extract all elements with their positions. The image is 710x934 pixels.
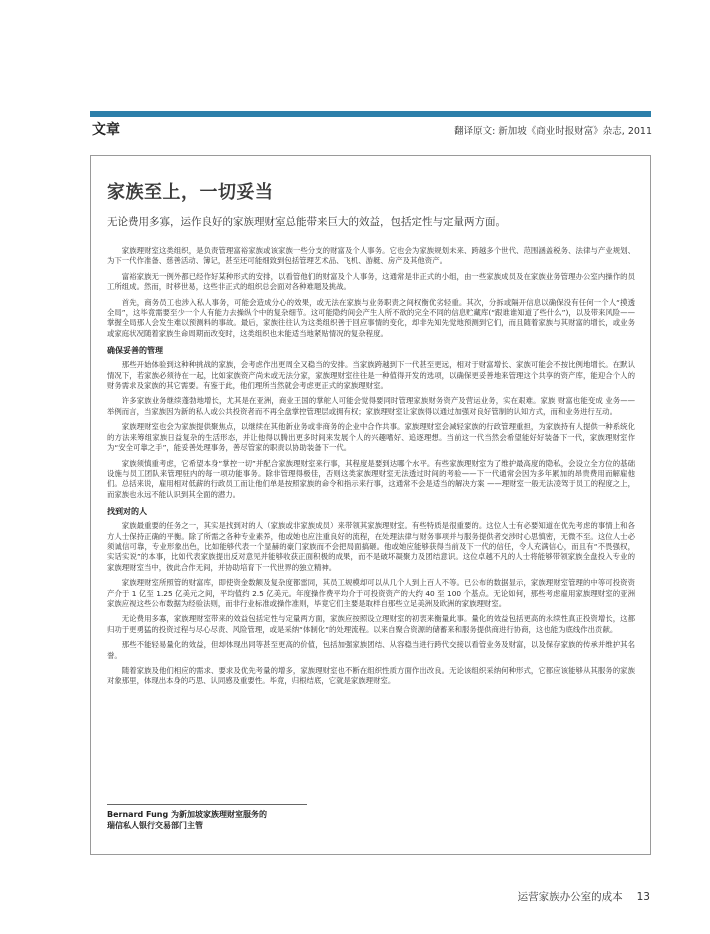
footer-caption: 运营家族办公室的成本	[517, 891, 623, 903]
governance-paragraph-2: 许多家族业务继续蓬勃地增长，尤其是在亚洲，商业王国的掌舵人可能会觉得要同时管理家族财务资产及营运业务，实在艰难。家族 财富也能变成 业务——举例而言，当家族因为新的私人或公共投资者而不再全盘掌控管理层或拥有权；家族理财室让家族得以通过加强对良好管制的认知方式，而和业务进行互动。	[107, 396, 635, 416]
article-subtitle: 无论费用多寡，运作良好的家族理财室总能带来巨大的效益，包括定性与定量两方面。	[107, 216, 506, 228]
intro-paragraph-1: 家族理财室这类组织，是负责管理富裕家族或该家族一些分支的财富及个人事务。它也会为家族规划未来、跨越多个世代、范围涵盖税务、法律与产业规划、为下一代作准备、慈善活动、簿记，甚至还可能细致到包括管理艺术品、飞机、游艇、房产及其他资产。	[107, 246, 635, 266]
governance-paragraph-3: 家族理财室也会为家族提供聚焦点，以继续在其他新业务或非商务的企业中合作共事。家族理财室会减轻家族的行政管理重担，为家族持有人提供一种系统化的方法来筹组家族日益复杂的生活形态，并让他得以腾出更多时间来发展个人的兴趣嗜好、追逐理想。当前这一代当然会希望能好好装备下一代，家族理财室作为“安全可靠之手”，能妥善处理事务，善尽管家的职责以协助装备下一代。	[107, 422, 635, 453]
author-line-1: Bernard Fung 为新加坡家族理财室服务的	[107, 810, 267, 819]
section-heading-right-people: 找到对的人	[107, 507, 147, 517]
intro-paragraph-2: 富裕家族无一例外都已经作好某种形式的安排，以看管他们的财富及个人事务，这通常是非正式的小组，由一些家族成员及在家族业务管理办公室内操作的员工所组成。然而，时移世易，这些非正式的组织总会面对各种难题及挑战。	[107, 271, 635, 292]
intro-paragraph-3: 首先，商务员工也涉入私人事务，可能会造成分心的效果，或无法在家族与业务职责之间权衡优劣轻重。其次，分拆或隔开信息以确保没有任何一个人“摸透全局”，这毕竟需要至少一个人有能力去操纵个中的复杂细节。这可能隐约间会产生人所不欲的完全不同的信息贮藏库(“跟谁谁知道了些什么”)，以及带来风险——掌握全局那人会发生难以预测料的事故。最后，家族往往认为这类组织善于回应事情的变化，却非先知先觉地预测到它们，而且随着家族与其财富的增长，或业务或家庭状况随着家族生命周期而改变时，这类组织也未能适当地紧贴情况的复杂程度。	[107, 297, 635, 338]
article-title: 家族至上，一切妥当	[107, 182, 274, 203]
author-bio	[107, 804, 307, 831]
source-note: 翻译原文: 新加坡《商业时报财富》杂志, 2011	[454, 126, 652, 137]
people-paragraph-1: 家族最重要的任务之一，其实是找到对的人（家族或非家族成员）来带领其家族理财室。有些特质是很重要的。这位人士有必要知道在优先考虑的事情上和各方人士保持正确的平衡。除了所需之各种专业素养，他或她也应注重良好的流程，在处理法律与财务事项并与服务提供者交涉时心思慎密，无微不至。这位人士必须诚信可靠，专业形象出色，比如能够代表一个显赫的豪门家族而不会把局面搞砸。他或她应能够获得当前及下一代的信任，令人充满信心，而且有“不畏强权，实话实说”的本事，比如代表家族提出反对意见并能够收获正面积极的成果，而不是破坏凝聚力及团结意识。这位卓越不凡的人士将能够带领家族全盘投入专业的家族理财室当中，彼此合作无间，并协助培育下一代世界的独立精神。	[107, 521, 635, 572]
people-paragraph-5: 随着家族及他们相应的需求、要求及优先考量的增多，家族理财室也不断在组织性质方面作出改良。无论该组织采纳何种形式，它都应该能够从其服务的家族对象那里，体现出本身的巧思、认同感及重要性。毕竟，归根结底，它就是家族理财室。	[107, 666, 635, 686]
governance-paragraph-1: 那些开始体验到这种种挑战的家族，会考虑作出更周全又稳当的安排。当家族跨越到下一代甚至更远，相对于财富增长、家族可能会不按比例地增长。在默认情况下，若家族必须待在一起，比如家族资产尚未或无法分家，家族理财室往往是一种值得开发的选项，以确保更妥善地来管理这个共享的资产库，能迎合个人的财务需求及家族的其它需要。有鉴于此，他们理所当然就会考虑更正式的家族理财室。	[107, 360, 635, 391]
people-paragraph-2: 家族理财室所照管的财富库，即使资金数额及复杂度都雷同，其员工规模却可以从几个人到上百人不等。已公布的数据显示，家族理财室管理的中等可投资资产介于 1 亿至 1.25 亿美元之间，平均值约 2.5 亿美元。年度操作费平均介于可投资资产的大约 40 至 100 个基点。无论如何，那些考虑雇用家族理财室的亚洲家族应视这些公布数据为经验法则，而非行业标准或操作准则，毕竟它们主要是取样自那些立足美洲及欧洲的家族理财室。	[107, 578, 635, 608]
section-heading-governance: 确保妥善的管理	[107, 346, 163, 356]
people-paragraph-3: 无论费用多寡，家族理财室带来的效益包括定性与定量两方面，家族应按照设立理财室的初衷来衡量此事。量化的效益包括更高的永续性真正投资增长，这都归功于更勇猛的投资过程与尽心尽责、风险管理，或是采纳“体制化”的处理流程。以来自聚合资源的储蓄来和服务提供商进行协商，这也能为底线作出贡献。	[107, 614, 635, 634]
header-accent-bar	[90, 111, 651, 117]
people-paragraph-4: 那些不能轻易量化的效益，但却体现出同等甚至更高的价值，包括加强家族团结、从容稳当进行跨代交接以看管业务及财富，以及保存家族的传承并维护其名誉。	[107, 640, 635, 660]
page-number: 13	[636, 891, 650, 903]
author-line-2: 瑞信私人银行交易部门主管	[107, 821, 203, 830]
governance-paragraph-4: 家族须慎重考虑，它希望本身“掌控一切”并配合家族理财室来行事，其程度是要到达哪个水平。有些家族理财室为了维护最高度的隐私，会设立全方位的基础设施与员工团队来管理驻内的每一项功能事务。除非管理得极佳，否则这类家族理财室无法透过时间的考验——下一代通常会因为多年累加的昂贵费用而解雇他们。总括来说，雇用相对低薪的行政员工而让他们单是按照家族的命令和指示来行事，这通常不会是适当的解决方案 ——理财室一般无法凌驾于员工的程度之上，而家族也永远不能认识到其全面的潜力。	[107, 458, 635, 499]
page-footer	[518, 889, 650, 904]
section-label: 文章	[92, 122, 120, 138]
article	[107, 178, 635, 692]
